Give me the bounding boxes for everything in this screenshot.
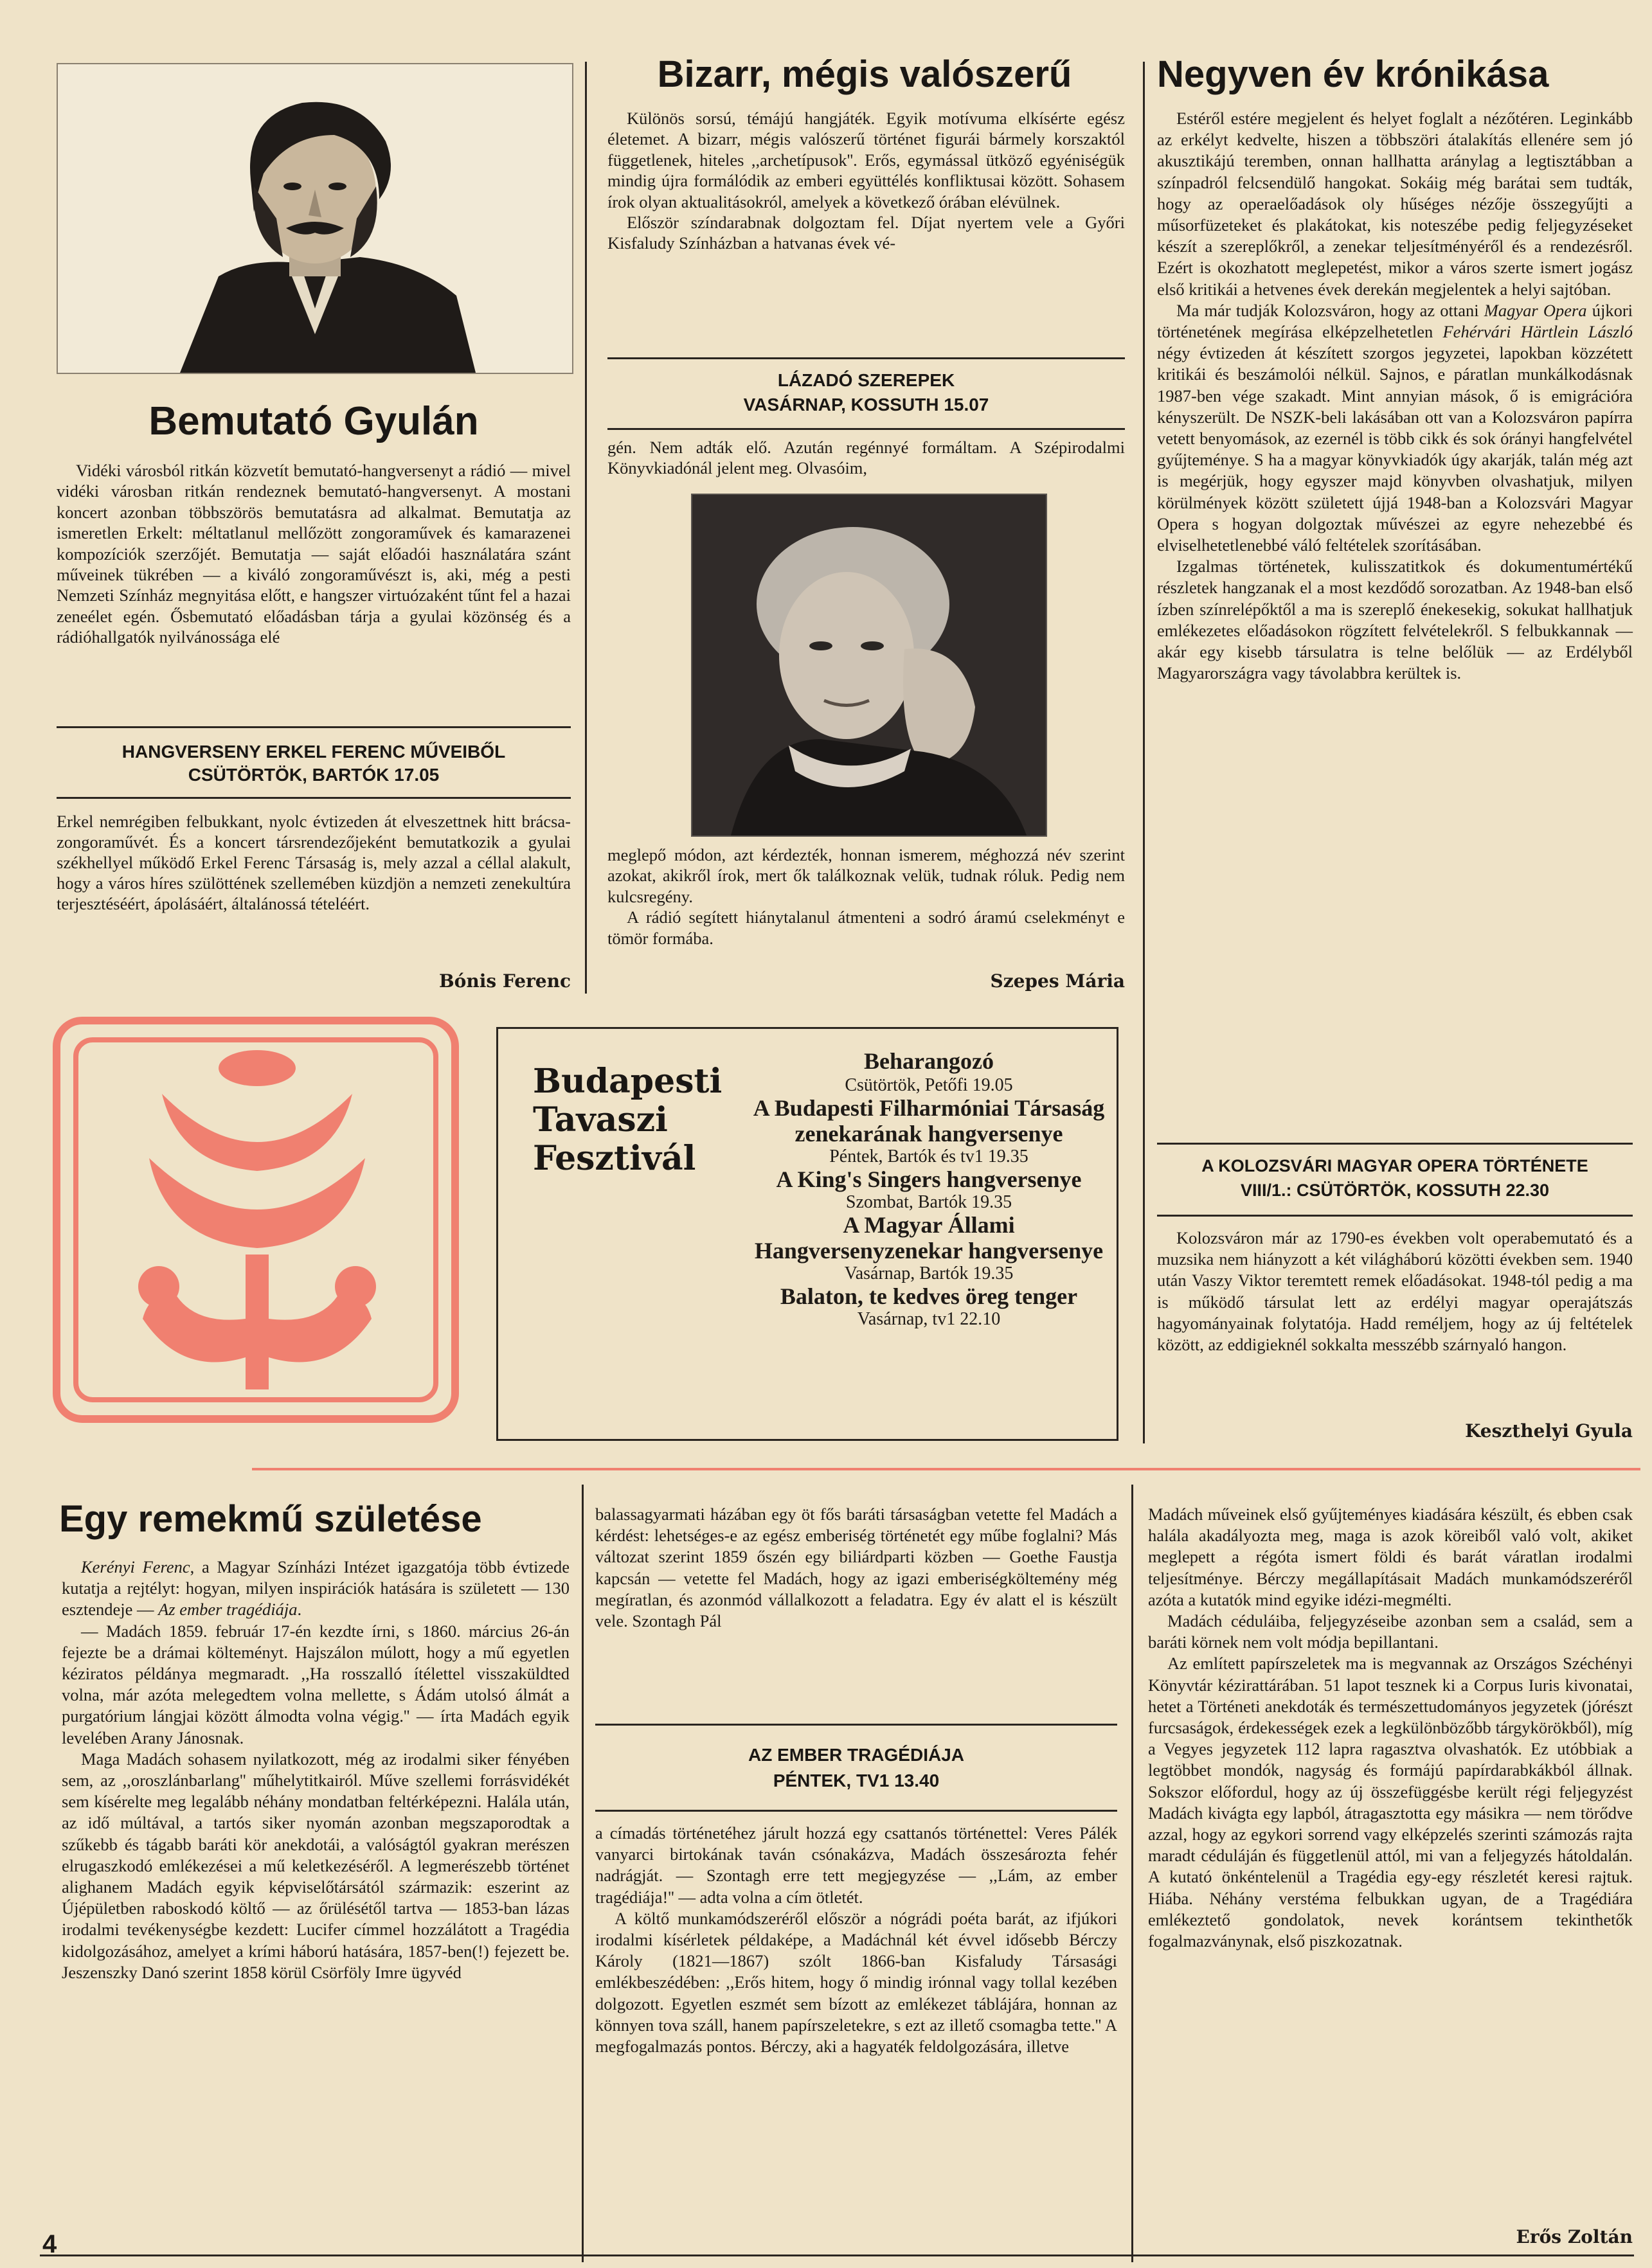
festival-event3-name: A Magyar Állami Hangversenyzenekar hangversenye — [754, 1212, 1104, 1263]
portrait-photo — [57, 63, 573, 374]
festival-heading: Beharangozó — [864, 1048, 994, 1074]
bemutato-rule-top — [57, 726, 571, 728]
bizarr-paragraph3: gén. Nem adták elő. Azután regénnyé formáltam. A Szépirodalmi Könyvkiadónál jelent meg. Olvasóim, — [607, 438, 1125, 478]
remekmu-c3p2: Madách céduláiba, feljegyzéseibe azonban sem a család, sem a baráti körnek nem volt módja bepillantani. — [1148, 1611, 1633, 1652]
section-divider — [252, 1468, 1640, 1470]
remekmu-c2p3: A költő munkamódszeréről először a nógrádi poéta barát, az ifjúkori irodalmi kísérletek példaképe, a Madáchnál két évvel idősebb Bérczy Károly (1821—1867) szólt 1866-ban Kisfaludy Társasági emlékbeszédében: ,,Erős hitem, hogy ő mindig irónnal vagy tollal kezében dolgozott. Egyetlen eszmét sem bízott az emlékezet táblájára, honnan az könnyen tova száll, hanem papírszeletekre, s ezt az illető csomagba tette.'' A megfogalmazás pontos. Bérczy, aki a hagyaték feldolgozására, illetve — [595, 1908, 1117, 2057]
negyven-body — [1157, 108, 1633, 684]
festival-event1-name: A Budapesti Filharmóniai Társaság zenekarának hangversenye — [753, 1095, 1105, 1147]
festival-event3-time2: Vasárnap, Bartók 19.35 — [844, 1263, 1014, 1283]
bizarr-body3 — [607, 437, 1125, 479]
festival-box — [496, 1027, 1118, 1441]
negyven-title: Negyven év krónikása — [1157, 53, 1549, 95]
bemutato-body — [57, 460, 571, 648]
remekmu-col3 — [1148, 1504, 1633, 1952]
remekmu-c2p2: a címadás történetéhez járult hozzá egy csattanós történettel: Veres Pálék vanyarci birtokának taván csónakázva, Madách összesározta fehér nadrágját. — Szontagh erre tett megjegyzése — ,,Lám, az ember tragédiája!'' — adta volna a cím ötletét. — [595, 1823, 1117, 1907]
divider-1 — [585, 62, 587, 994]
bizarr-rule-top — [607, 357, 1125, 359]
festival-title-line1: Budapesti — [533, 1062, 723, 1101]
festival-title-line2: Tavaszi — [533, 1100, 668, 1139]
remekmu-rule-bottom — [595, 1810, 1117, 1812]
bemutato-body2 — [57, 811, 571, 914]
negyven-paragraph4: Kolozsváron már az 1790-es években volt operabemutató és a muzsika nem hiányzott a két világháború közötti években sem. 1940 után Vaszy Viktor teremtett remek előadásokat. 1948-tól pedig a ma is működő társulat lett az erdélyi magyar operajátszás hagyományainak folytatója. Hadd reméljem, hogy az új feltételek között, az eddigieknél sokkalta messzébb szárnyaló hangon. — [1157, 1228, 1633, 1355]
divider-3 — [582, 1485, 584, 2262]
remekmu-lead-text: , a Magyar Színházi Intézet igazgatója több évtizede kutatja a rejtélyt: hogyan, milyen inspirációk hatására is született — 130 esztendeje — — [62, 1557, 570, 1620]
negyven-body2 — [1157, 1228, 1633, 1355]
negyven-p2-italic2: Fehérvári Härtlein László — [1442, 322, 1633, 342]
negyven-paragraph3: Izgalmas történetek, kulisszatitkok és dokumentumértékű részletek hangzanak el a most kezdődő sorozatban. Az 1948-ban első ízben színrelépőktől a ma is szereplő énekesekig, sokukat hallhatjuk emlékezetes előadásokon rögzített felvételekről. S felbukkannak — akár egy kisebb társulatra is telne belőlük — az Erdélyből Magyarországra vagy távolabbra kerültek is. — [1157, 557, 1633, 683]
remekmu-lead — [62, 1557, 570, 1621]
remekmu-col2-bottom — [595, 1823, 1117, 2057]
bemutato-paragraph2: Erkel nemrégiben felbukkant, nyolc évtizeden át elveszettnek hitt brácsa-zongoraművét. És a koncert társrendezőjeként bemutatkozik a gyulai székhellyel működő Erkel Ferenc Társaság is, mely azzal a céllal alakult, hogy a város híres szülöttének szellemében küzdjön a nemzeti zenekultúra terjesztéséért, ápolásáért, általánossá tételéért. — [57, 812, 571, 913]
remekmu-c3p1: Madách műveinek első gyűjteményes kiadására készült, és ebben csak halála akadályozta meg, maga is azok köreiből való volt, akiket meglepett a régóta ismert földi és barát váratlan irodalmi teljesítménye. Bérczy megállapításait Madách munkamódszeréről azóta a kutatók mind egyike idézi-megmélti. — [1148, 1505, 1633, 1609]
remekmu-rule-top — [595, 1724, 1117, 1726]
bemutato-title: Bemutató Gyulán — [148, 399, 479, 443]
negyven-program-time: VIII/1.: CSÜTÖRTÖK, KOSSUTH 22.30 — [1240, 1181, 1550, 1200]
page-number: 4 — [42, 2230, 57, 2258]
bizarr-paragraph1: Különös sorsú, témájú hangjáték. Egyik motívuma elkísérte egész életemet. A bizarr, mégis valószerű történet figurái bármely korszaktól függetlenek, hiteles ,,archetípusok''. Erős, egymással ütköző egyéniségük mindig újra formálódik az emberi együttélés konfliktusai között. Sohasem írok olyan aktualitásokról, amelyek a következő órában elévülnek. — [607, 109, 1125, 211]
bizarr-paragraph2: Először színdarabnak dolgoztam fel. Díjat nyertem vele a Győri Kisfaludy Színházban a hatvanas évek vé- — [607, 213, 1125, 253]
portrait-engraving — [58, 64, 572, 373]
bizarr-body — [607, 108, 1125, 254]
festival-event2-name: A King's Singers hangversenye — [776, 1166, 1082, 1192]
negyven-p2-mid: újkori történetének megírása elképzelhetetlen — [1157, 300, 1633, 342]
negyven-paragraph2 — [1157, 300, 1633, 556]
bizarr-program-time: VASÁRNAP, KOSSUTH 15.07 — [743, 395, 989, 415]
festival-event1-time: Csütörtök, Petőfi 19.05 — [845, 1075, 1013, 1095]
festival-event4-time2: Vasárnap, tv1 22.10 — [857, 1309, 1001, 1329]
bizarr-program-heading: LÁZADÓ SZEREPEK — [777, 370, 955, 390]
remekmu-program-time: PÉNTEK, TV1 13.40 — [773, 1771, 940, 1790]
bizarr-author: Szepes Mária — [990, 970, 1125, 992]
negyven-rule-bottom — [1157, 1215, 1633, 1217]
festival-title — [533, 1062, 764, 1178]
negyven-program-heading: A KOLOZSVÁRI MAGYAR OPERA TÖRTÉNETE — [1201, 1156, 1588, 1175]
festival-event4-name: Balaton, te kedves öreg tenger — [780, 1283, 1078, 1309]
remekmu-title: Egy remekmű születése — [59, 1498, 482, 1540]
festival-title-line3: Fesztivál — [533, 1139, 696, 1178]
festival-logo-svg — [53, 1017, 459, 1423]
bemutato-author: Bónis Ferenc — [439, 970, 571, 992]
remekmu-lead-end: . — [297, 1600, 302, 1620]
bizarr-paragraph5: A rádió segített hiánytalanul átmenteni a sodró áramú cselekményt e tömör formába. — [607, 907, 1125, 948]
remekmu-lead-italic2: Az ember tragédiája — [158, 1600, 298, 1620]
remekmu-col2-top — [595, 1504, 1117, 1632]
remekmu-c2p1: balassagyarmati házában egy öt fős baráti társaságban vetette fel Madách a kérdést: lehetséges-e az egész emberiség történetét egy műbe foglalni? Más változat szerint 1859 őszén egy biliárdparti közben — Goethe Faustja kapcsán — vetette fel Madách, hogy az igazi emberiségköltemény még megíratlan, és azonmód vállalkozott a feladatra. Egy év alatt el is készült vele. Szontagh Pál — [595, 1505, 1117, 1631]
negyven-p2-post: négy évtizeden át készített szorgos jegyzetei, lapokban közzétett kritikái és beszámolói nélkül. Sajnos, e páratlan munkálkodásnak 1987-ben vége szakadt. Mint annyian mások, ő is emigrációra kényszerült. De NSZK-beli lakásában ott van a Kolozsváron papírra vetett benyomások, az ezernél is több cikk és sok órányi hangfelvétel gyűjteménye. S ha a magyar könyvkiadók úgy akarják, talán még azt is megérjük, hogy egyszer majd könyvben olvashatjuk, milyen körülmények között született újjá 1948-ban a Kolozsvári Magyar Opera s hogyan dolgoztak művészei az egyre nehezebbé és elviselhetetlenebbé váló feltételek szorításában. — [1157, 343, 1633, 555]
remekmu-p2: Maga Madách sohasem nyilatkozott, még az irodalmi siker fényében sem, az ,,oroszlánbarlang'' műhelytitkairól. Műve szellemi forrásvidékét sem kísérelte meg legalább néhány mondatban feltérképezni. Halála után, az idő múltával, a tartós siker nyomán azonban megszaporodtak a szűkebb és tágabb baráti kör anekdotái, a valóságtól gyakran merészen elrugaszkodó emlékezései a mű keletkezéséről. A legmerészebb történet alighanem Madách egyik képviselőtársától származik: eszerint az Újépületben raboskodó költő — az őrülésétől tartva — 1853-ban lázas irodalmi tevékenységbe kezdett: Lucifer címmel hozzálátott a Tragédia kidolgozásához, amelyet a krími háború hatására, 1857-ben(!) fejezett be. Jeszenszky Danó szerint 1858 körül Csörföly Imre ügyvéd — [62, 1749, 570, 1982]
remekmu-program-heading: AZ EMBER TRAGÉDIÁJA — [748, 1745, 964, 1765]
bemutato-paragraph: Vidéki városból ritkán közvetít bemutató-hangversenyt a rádió — mivel vidéki városban ritkán rendeznek bemutató-hangversenyt. A mostani koncert azonban többszörös bemutatásra ad alkalmat. Bemutatja az ismeretlen Erkelt: méltatlanul mellőzött zongoraművek és kamarazenei kompozíciók szerzőjét. Bemutatja — saját előadói használatára szánt műveinek tükrében — a kiváló zongoraművészt is, aki, még a pesti Nemzeti Színház megnyitása előtt, e hangszer virtuózaként tűnt fel a hazai zeneélet egén. Ősbemutató előadásban tárja a gyulai közönség és a rádióhallgatók nyilvánossága elé — [57, 461, 571, 647]
negyven-author: Keszthelyi Gyula — [1465, 1420, 1633, 1442]
festival-event2-time2: Szombat, Bartók 19.35 — [845, 1192, 1012, 1212]
footer-rule — [40, 2255, 1634, 2256]
festival-event1-time2: Péntek, Bartók és tv1 19.35 — [829, 1147, 1028, 1166]
remekmu-p1: — Madách 1859. február 17-én kezdte írni, s 1860. március 26-án fejezte be a drámai költeményt. Hajszálon múlott, hogy a mű egyetlen kéziratos példánya megmaradt. ,,Ha rosszalló ítélettel visszaküldted volna, már azóta melegedtem volna mellette, s Ádám utolsó álmát a purgatórium lángjai között álmodta volna végig.'' — írta Madách egyik levelében Arany Jánosnak. — [62, 1621, 570, 1747]
negyven-p2-italic1: Magyar Opera — [1484, 300, 1587, 320]
negyven-rule-top — [1157, 1143, 1633, 1145]
divider-4 — [1131, 1485, 1133, 2262]
bemutato-program-time: CSÜTÖRTÖK, BARTÓK 17.05 — [188, 765, 440, 785]
bemutato-rule-bottom — [57, 797, 571, 799]
bemutato-program-heading: HANGVERSENY ERKEL FERENC MŰVEIBŐL — [121, 742, 506, 762]
author-portrait — [692, 495, 1046, 835]
divider-2 — [1143, 62, 1145, 1443]
author-photo — [691, 494, 1047, 837]
remekmu-c3p3: Az említett papírszeletek ma is megvannak az Országos Széchényi Könyvtár kézirattárában. 51 lapot tesznek ki a Corpus Iuris kivonatai, hetet a Történeti anekdoták és természettudományos jegyzetek (jórészt furcsaságok, érdekességek ezek a legkülönbözőbb tárgykörökből), míg a Vegyes jegyzetek 112 lapra ragasztva olvashatók. Ez utóbbiak a legtöbbet mondók, nagyság és formájú papírdarabkákból állnak. Sokszor előfordul, hogy az új összefüggésbe került régi feljegyzést Madách kivágta egy lapból, átragasztotta egy másikra — nem törődve azzal, hogy az egykori sorrend vagy elképzelés szerinti számozás rajta maradt céduláján és függetlenül attól, mi van a feljegyzés hátoldalán. A kutató önkéntelenül a Tragédia egy-egy részletét keresi rajtuk. Hiába. Néhány verstéma felbukkan ugyan, de a Tragédiára emlékeztető gondolatok, nevek korántsem tekinthetők fogalmazványnak, első piszkozatnak. — [1148, 1654, 1633, 1951]
festival-program — [749, 1048, 1109, 1329]
remekmu-author: Erős Zoltán — [1516, 2226, 1633, 2247]
bizarr-title: Bizarr, mégis valószerű — [657, 53, 1072, 95]
festival-logo — [53, 1017, 459, 1423]
bizarr-body4 — [607, 844, 1125, 949]
negyven-paragraph1: Estéről estére megjelent és helyet foglalt a nézőtéren. Leginkább az erkélyt kedvelte, hiszen a többszöri átalakítás ellenére sem jó akusztikájú teremben, onnan hallhatta aránylag a legtisztábban a színpadról felcsendülő hangokat. Sokáig még barátai sem tudták, hogy az operaelőadások oly hűséges nézője összegyűjti a műsorfüzeteket és plakátokat, kis noteszébe pedig feljegyzéseket készít a szereplőkről, a zenekar teljesítményéről és a rendezésről. Ezért is okozhatott meglepetést, mikor a város szerte ismert jogász első kritikái a hetvenes évek derekán megjelentek a helyi sajtóban. — [1157, 109, 1633, 299]
remekmu-col1 — [62, 1557, 570, 1983]
negyven-p2-pre: Ma már tudják Kolozsváron, hogy az ottani — [1176, 300, 1484, 320]
remekmu-lead-italic: Kerényi Ferenc — [81, 1557, 190, 1576]
bizarr-rule-bottom — [607, 428, 1125, 430]
bizarr-paragraph4: meglepő módon, azt kérdezték, honnan ismerem, méghozzá név szerint azokat, akikről írok, mert ők találkoznak velük, tudnak róluk. Pedig nem kulcsregény. — [607, 845, 1125, 906]
